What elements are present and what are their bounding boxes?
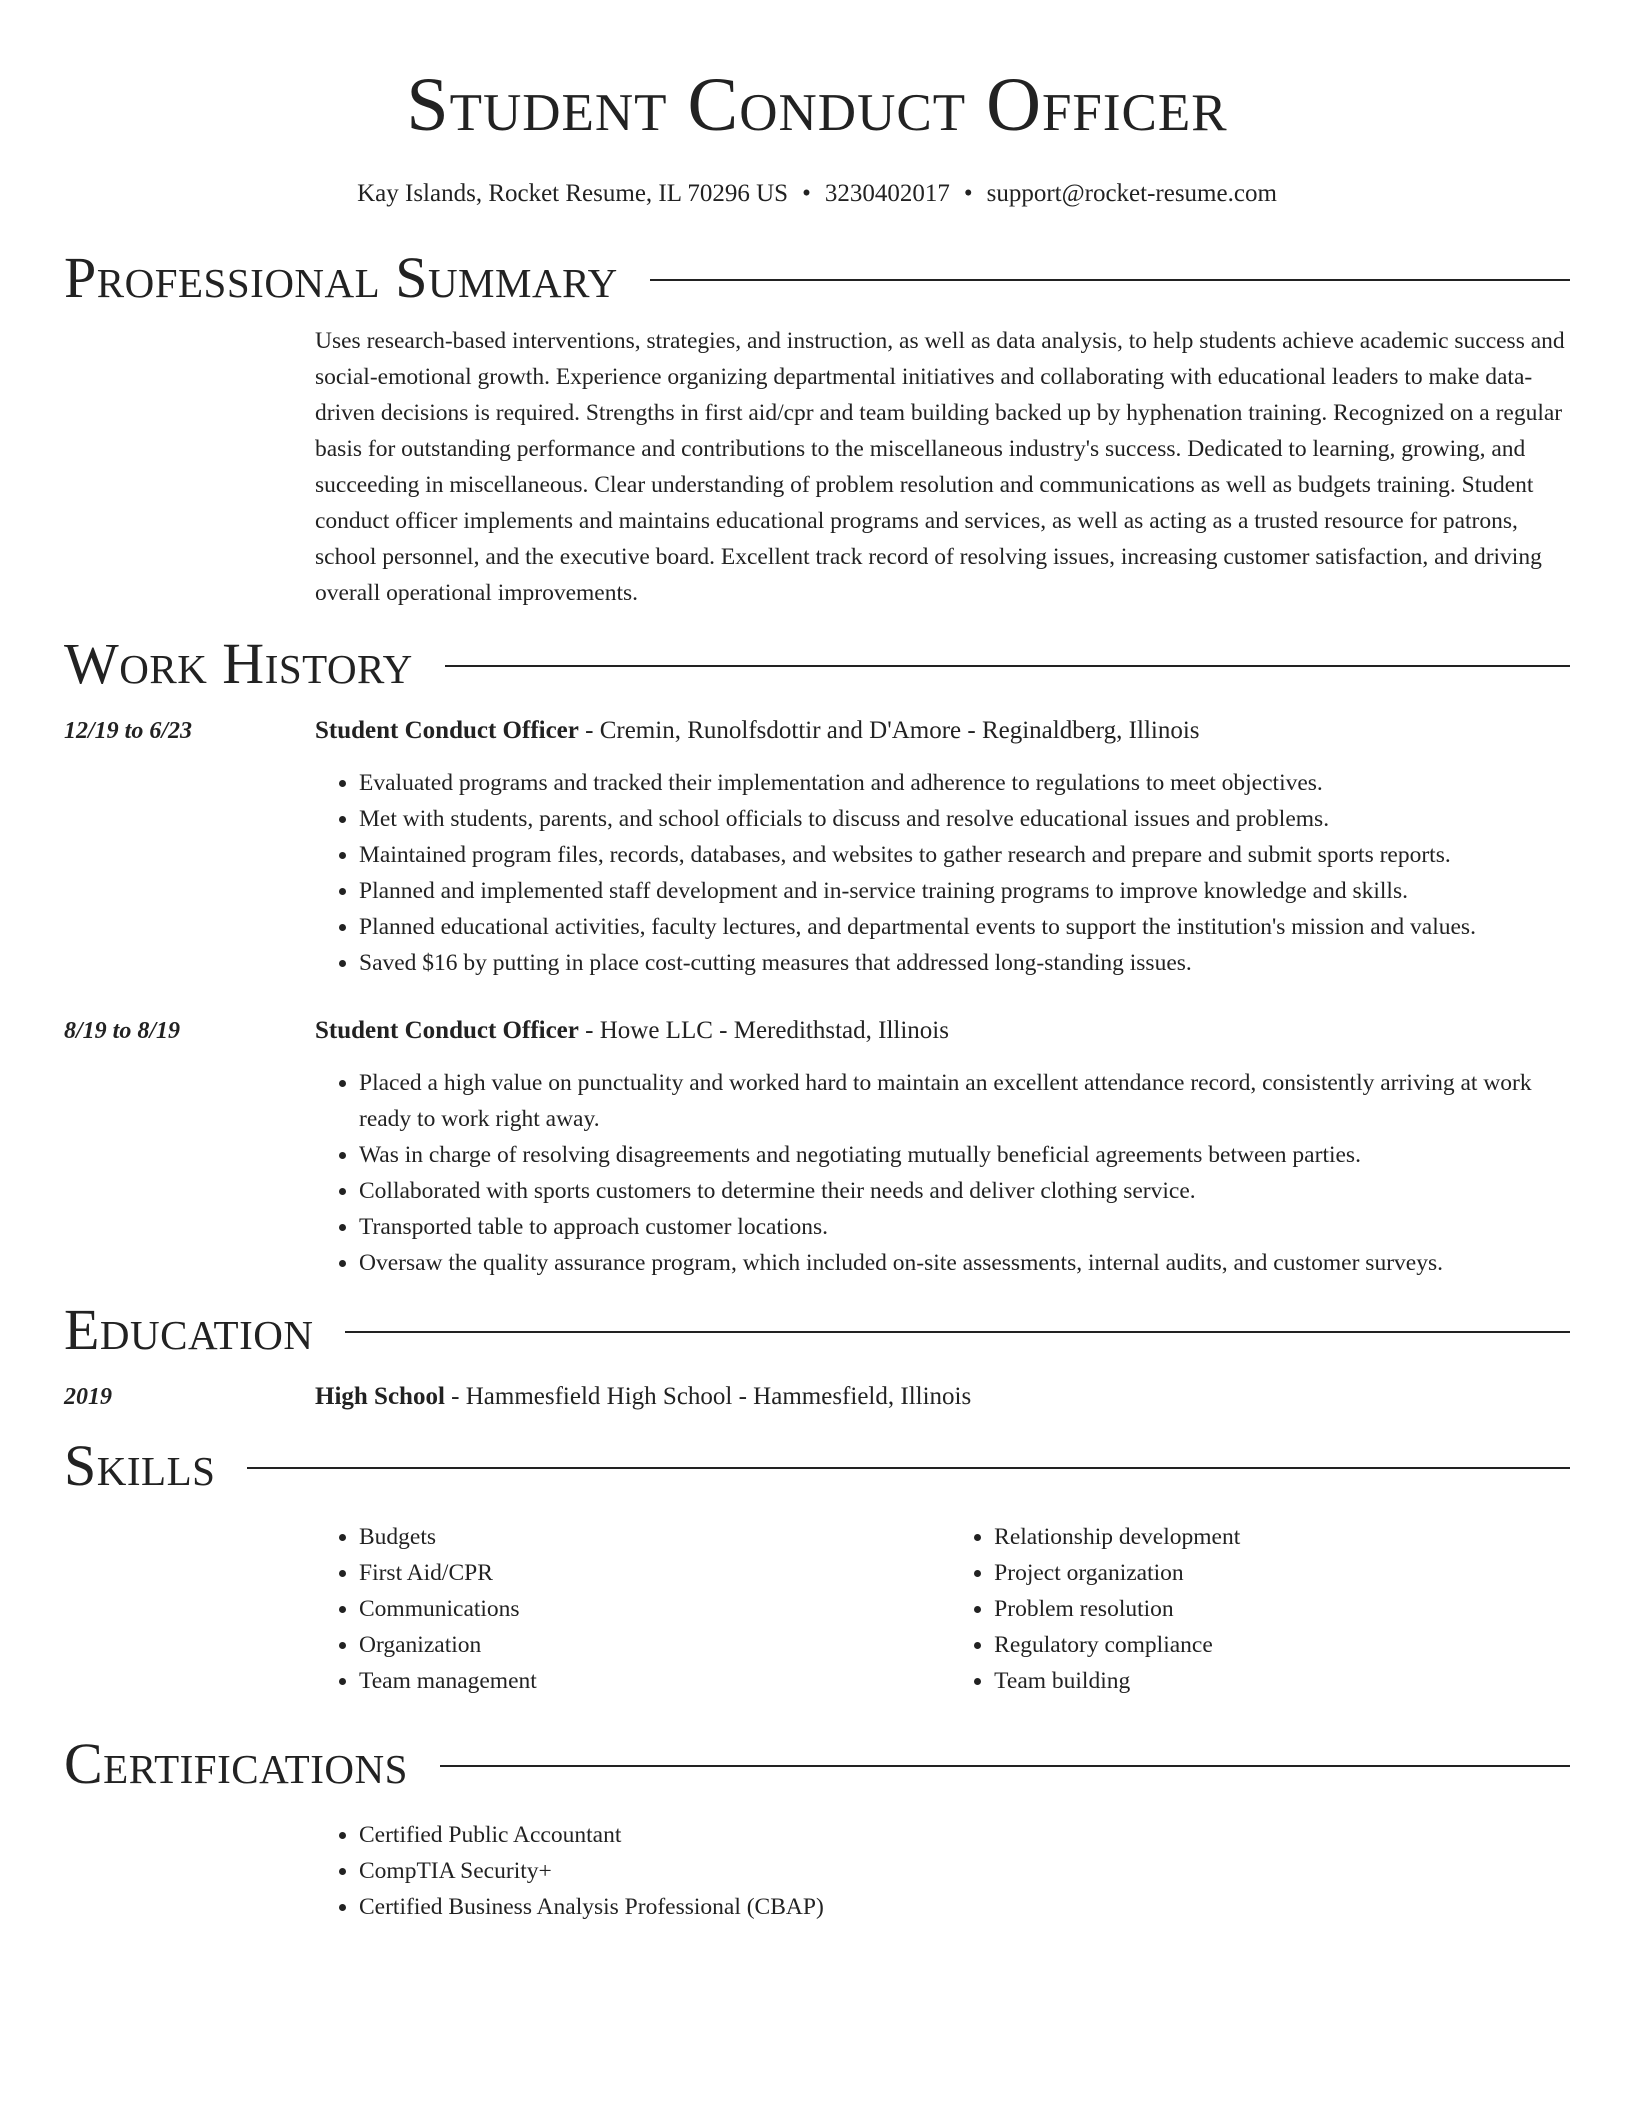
contact-separator: • xyxy=(802,180,811,207)
job-dates: 8/19 to 8/19 xyxy=(64,1018,181,1044)
summary-section-header xyxy=(64,243,1570,313)
certifications-heading: Certifications xyxy=(64,1731,408,1796)
list-item: • Oversaw the quality assurance program, which included on-site assessments, internal audits, and customer surveys. xyxy=(359,1245,1570,1281)
section-divider xyxy=(650,279,1570,281)
certification-item: • Certified Business Analysis Professional (CBAP) xyxy=(359,1889,1570,1925)
job-details: - Howe LLC - Meredithstad, Illinois xyxy=(578,1017,949,1044)
skill-item: • Organization xyxy=(359,1627,950,1663)
list-item: • Met with students, parents, and school officials to discuss and resolve educational issues and problems. xyxy=(359,801,1570,837)
list-item: • Planned educational activities, faculty lectures, and departmental events to support the institution's mission and values. xyxy=(359,909,1570,945)
skill-item: • Team building xyxy=(994,1663,1570,1699)
work-section-header xyxy=(64,629,1570,699)
summary-heading: Professional Summary xyxy=(64,245,618,310)
list-item: • Planned and implemented staff development and in-service training programs to improve knowledge and skills. xyxy=(359,873,1570,909)
skill-item: • Problem resolution xyxy=(994,1591,1570,1627)
list-item: • Transported table to approach customer locations. xyxy=(359,1209,1570,1245)
job-dates: 12/19 to 6/23 xyxy=(64,718,193,744)
list-item: • Saved $16 by putting in place cost-cutting measures that addressed long-standing issues. xyxy=(359,945,1570,981)
section-divider xyxy=(445,665,1570,667)
contact-separator: • xyxy=(963,180,973,207)
page-title: Student Conduct Officer xyxy=(406,63,1228,147)
job-role: Student Conduct Officer xyxy=(315,1017,579,1044)
skill-item: • Project organization xyxy=(994,1555,1570,1591)
job-header xyxy=(64,713,1570,749)
list-item: • Placed a high value on punctuality and worked hard to maintain an excellent attendance record, consistently arriving at work ready to work right away. xyxy=(359,1065,1570,1137)
education-entry xyxy=(64,1379,1570,1415)
contact-address: Kay Islands, Rocket Resume, IL 70296 US xyxy=(357,180,789,207)
skill-item: • Communications xyxy=(359,1591,950,1627)
education-details: - Hammesfield High School - Hammesfield, Illinois xyxy=(444,1383,972,1410)
contact-line xyxy=(64,178,1570,210)
certification-item: • Certified Public Accountant xyxy=(359,1817,1570,1853)
job-bullets xyxy=(315,765,1570,981)
job-role: Student Conduct Officer xyxy=(315,717,579,744)
education-year: 2019 xyxy=(64,1384,112,1410)
skill-item: • First Aid/CPR xyxy=(359,1555,950,1591)
job-title-line xyxy=(315,1013,949,1049)
education-degree: High School xyxy=(315,1383,445,1410)
skills-section-header xyxy=(64,1431,1570,1501)
education-line xyxy=(315,1379,971,1415)
list-item: • Maintained program files, records, databases, and websites to gather research and prepare and submit sports reports. xyxy=(359,837,1570,873)
section-divider xyxy=(440,1765,1570,1767)
summary-text: Uses research-based interventions, strategies, and instruction, as well as data analysis, to help students achieve academic success and social-emotional growth. Experience organizing departmental initiatives and collaborating with educational leaders to make data-driven decisions is required. Strengths in first aid/cpr and team building backed up by hyphenation training. Recognized on a regular basis for outstanding performance and contributions to the miscellaneous industry's success. Dedicated to learning, growing, and succeeding in miscellaneous. Clear understanding of problem resolution and communications as well as budgets training. Student conduct officer implements and maintains educational programs and services, as well as acting as a trusted resource for patrons, school personnel, and the executive board. Excellent track record of resolving issues, increasing customer satisfaction, and driving overall operational improvements. xyxy=(315,328,1565,606)
section-divider xyxy=(345,1331,1570,1333)
list-item: • Collaborated with sports customers to determine their needs and deliver clothing service. xyxy=(359,1173,1570,1209)
job-bullets xyxy=(315,1065,1570,1281)
resume-page xyxy=(64,0,1570,1925)
job-title-line xyxy=(315,713,1200,749)
job-details: - Cremin, Runolfsdottir and D'Amore - Reginaldberg, Illinois xyxy=(578,717,1200,744)
job-header xyxy=(64,1013,1570,1049)
contact-email: support@rocket-resume.com xyxy=(986,180,1277,207)
certifications-list xyxy=(315,1817,1570,1925)
skills-heading: Skills xyxy=(64,1433,216,1498)
skill-item: • Regulatory compliance xyxy=(994,1627,1570,1663)
skill-item: • Budgets xyxy=(359,1519,950,1555)
skills-list xyxy=(315,1519,1570,1699)
skills-column-right xyxy=(950,1519,1570,1699)
skill-item: • Team management xyxy=(359,1663,950,1699)
certification-item: • CompTIA Security+ xyxy=(359,1853,1570,1889)
list-item: • Was in charge of resolving disagreements and negotiating mutually beneficial agreements between parties. xyxy=(359,1137,1570,1173)
education-heading: Education xyxy=(64,1297,314,1362)
skills-column-left xyxy=(315,1519,950,1699)
work-heading: Work History xyxy=(64,631,413,696)
list-item: • Evaluated programs and tracked their implementation and adherence to regulations to meet objectives. xyxy=(359,765,1570,801)
certifications-section-header xyxy=(64,1729,1570,1799)
job-entry xyxy=(64,1013,1570,1281)
skill-item: • Relationship development xyxy=(994,1519,1570,1555)
job-entry xyxy=(64,713,1570,981)
contact-phone: 3230402017 xyxy=(824,180,950,207)
section-divider xyxy=(247,1467,1570,1469)
education-section-header xyxy=(64,1295,1570,1365)
